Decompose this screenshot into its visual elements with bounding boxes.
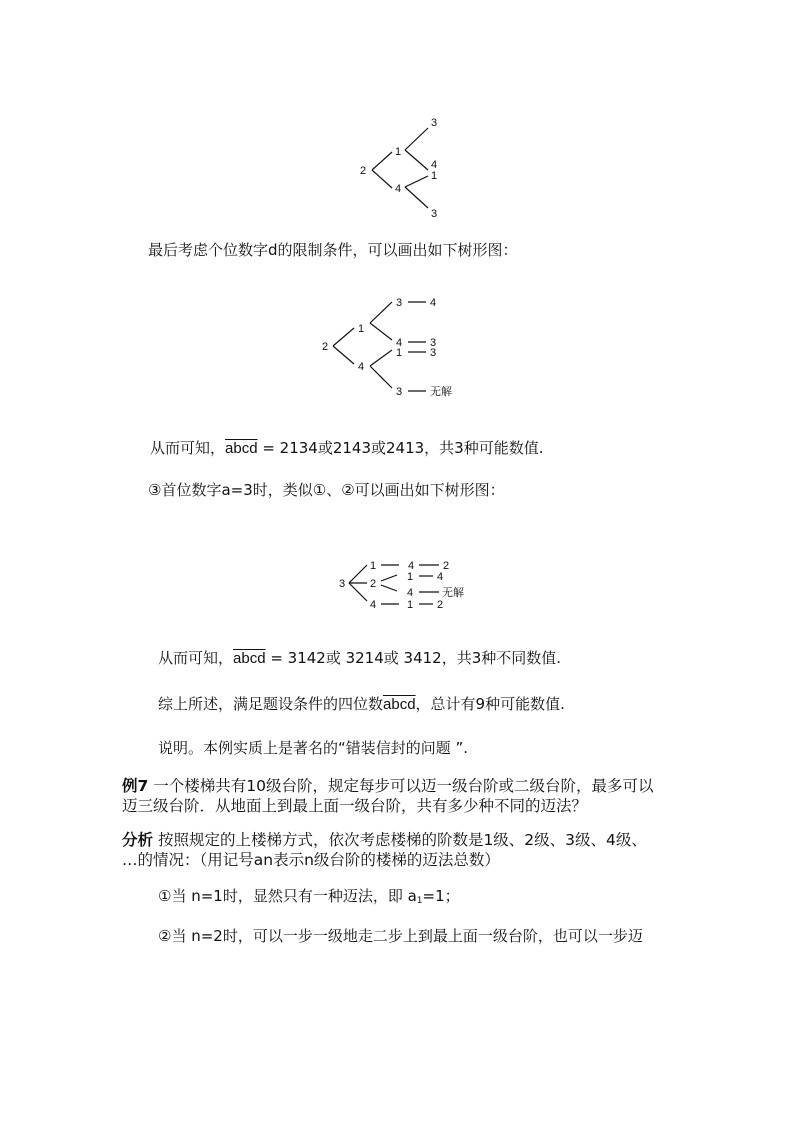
tree2-leaf: 3	[430, 337, 437, 349]
tree2-edge	[333, 346, 354, 364]
analysis-line-1	[122, 830, 647, 850]
tree2-edge	[370, 350, 392, 366]
tree2-node: 3	[396, 297, 403, 309]
tree1-edge	[405, 150, 428, 170]
analysis-label: 分析	[122, 831, 154, 849]
paragraph-result-3	[158, 648, 561, 669]
tree-diagram-2	[318, 288, 488, 403]
result-2-number: abcd	[225, 440, 258, 457]
tree3-no-solution: 无解	[442, 587, 464, 599]
paragraph-result-2	[150, 438, 544, 459]
tree3-leaf: 2	[443, 560, 450, 572]
tree1-leaf: 4	[431, 159, 438, 171]
tree1-leaf: 1	[431, 170, 438, 182]
tree3-leaf: 2	[437, 599, 444, 611]
result-3-suffix: = 3142或 3214或 3412，共3种不同数值.	[265, 649, 562, 667]
tree3-edge	[381, 575, 397, 581]
tree-diagram-3	[335, 555, 485, 615]
tree2-edge	[370, 302, 392, 323]
example-7-label: 例7	[122, 777, 149, 795]
tree2-edge	[333, 328, 354, 346]
tree3-edge	[349, 565, 367, 583]
case-n2: ②当 n=2时，可以一步一级地走二步上到最上面一级台阶，也可以一步迈	[158, 927, 643, 945]
tree1-edge	[405, 176, 428, 187]
paragraph-digit-d: 最后考虑个位数字d的限制条件，可以画出如下树形图：	[148, 241, 518, 259]
tree1-node: 1	[395, 146, 402, 158]
tree3-node: 4	[408, 560, 415, 572]
tree1-root: 2	[360, 165, 367, 177]
tree3-node: 4	[370, 599, 377, 611]
analysis-line-2: …的情况：（用记号an表示n级台阶的楼梯的迈法总数）	[122, 851, 500, 869]
case-n1	[158, 886, 460, 911]
tree1-edge	[405, 187, 428, 208]
case-n1-prefix: ①当 n=1时，显然只有一种迈法，即 a	[158, 887, 417, 905]
result-2-suffix: = 2134或2143或2413，共3种可能数值.	[257, 439, 544, 457]
tree3-node: 2	[370, 578, 377, 590]
tree3-node: 1	[407, 571, 414, 583]
tree3-edge	[381, 585, 397, 591]
tree2-edge	[370, 323, 392, 340]
analysis-text-1: 按照规定的上楼梯方式，依次考虑楼梯的阶数是1级、2级、3级、4级、	[153, 831, 647, 849]
tree2-node: 1	[358, 323, 365, 335]
paragraph-note: 说明。本例实质上是著名的“错装信封的问题 ”.	[158, 739, 469, 757]
case-n1-subscript: 1	[416, 896, 423, 906]
tree1-edge	[372, 152, 392, 170]
tree3-node: 4	[407, 587, 414, 599]
tree3-edge	[349, 583, 367, 601]
result-3-number: abcd	[233, 650, 266, 667]
paragraph-case-3: ③首位数字a=3时，类似①、②可以画出如下树形图：	[148, 481, 505, 499]
tree1-leaf: 3	[431, 208, 438, 220]
tree3-leaf: 4	[437, 571, 444, 583]
tree3-node: 1	[370, 560, 377, 572]
tree3-root: 3	[339, 578, 346, 590]
tree1-edge	[372, 170, 392, 188]
tree2-root: 2	[322, 341, 329, 353]
result-3-prefix: 从而可知，	[158, 649, 234, 667]
result-2-prefix: 从而可知，	[150, 439, 226, 457]
tree2-node: 4	[358, 361, 365, 373]
example-7-line-2: 迈三级台阶．从地面上到最上面一级台阶，共有多少种不同的迈法？	[122, 797, 588, 815]
summary-number: abcd	[383, 696, 416, 713]
example-7-line-1	[122, 776, 653, 796]
tree2-no-solution: 无解	[430, 386, 452, 398]
example-7-text-1: 一个楼梯共有10级台阶，规定每步可以迈一级台阶或二级台阶，最多可以	[148, 777, 654, 795]
tree3-node: 1	[407, 599, 414, 611]
summary-prefix: 综上所述，满足题设条件的四位数	[158, 695, 384, 713]
tree1-edge	[405, 128, 428, 150]
paragraph-summary	[158, 694, 565, 715]
tree2-edge	[370, 366, 392, 388]
tree1-node: 4	[395, 183, 402, 195]
tree2-node: 1	[396, 347, 403, 359]
tree-diagram-1	[350, 110, 460, 225]
case-n1-suffix: =1；	[422, 887, 460, 905]
tree2-leaf: 3	[430, 347, 437, 359]
tree1-leaf: 3	[431, 117, 438, 129]
tree2-leaf: 4	[430, 297, 437, 309]
summary-suffix: ，总计有9种可能数值.	[415, 695, 565, 713]
tree2-node: 3	[396, 386, 403, 398]
tree2-node: 4	[396, 337, 403, 349]
